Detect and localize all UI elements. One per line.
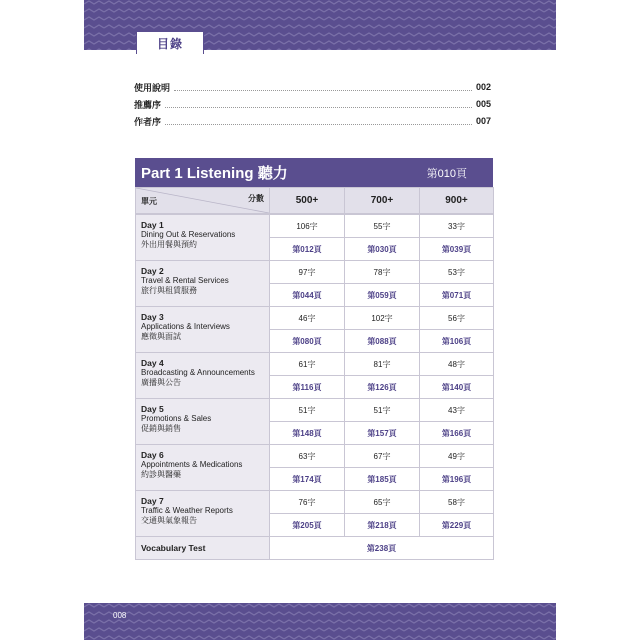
day-topic-en: Promotions & Sales bbox=[141, 414, 212, 423]
day-topic-en: Appointments & Medications bbox=[141, 460, 243, 469]
page-ref-cell[interactable]: 第116頁 bbox=[270, 376, 345, 399]
day-unit-cell bbox=[136, 445, 270, 491]
unit-score-header bbox=[136, 188, 270, 214]
day-number: Day 7 bbox=[141, 496, 164, 506]
day-topic-en: Broadcasting & Announcements bbox=[141, 368, 255, 377]
day-number: Day 4 bbox=[141, 358, 164, 368]
day-topic-en: Applications & Interviews bbox=[141, 322, 230, 331]
page-ref-cell[interactable]: 第196頁 bbox=[420, 468, 494, 491]
page-ref-cell[interactable]: 第012頁 bbox=[270, 238, 345, 261]
word-count-cell: 55字 bbox=[345, 215, 420, 238]
page-ref-cell[interactable]: 第080頁 bbox=[270, 330, 345, 353]
toc-entry-page: 002 bbox=[475, 82, 491, 92]
part-page[interactable]: 第010頁 bbox=[426, 167, 467, 180]
dot-leader bbox=[165, 118, 472, 125]
dot-leader bbox=[165, 101, 472, 108]
page-ref-cell[interactable]: 第185頁 bbox=[345, 468, 420, 491]
days-grid bbox=[135, 214, 494, 560]
page-ref-cell[interactable]: 第044頁 bbox=[270, 284, 345, 307]
day-row[interactable] bbox=[136, 215, 494, 238]
day-topic-zh: 廣播與公告 bbox=[141, 378, 181, 387]
part-title: Part 1 Listening 聽力 bbox=[141, 165, 288, 182]
unit-label: 單元 bbox=[141, 197, 157, 206]
day-unit-cell bbox=[136, 261, 270, 307]
day-unit-cell bbox=[136, 215, 270, 261]
word-count-cell: 51字 bbox=[345, 399, 420, 422]
word-count-cell: 58字 bbox=[420, 491, 494, 514]
page-ref-cell[interactable]: 第088頁 bbox=[345, 330, 420, 353]
day-row[interactable] bbox=[136, 307, 494, 330]
word-count-cell: 46字 bbox=[270, 307, 345, 330]
page-ref-cell[interactable]: 第106頁 bbox=[420, 330, 494, 353]
page-ref-cell[interactable]: 第174頁 bbox=[270, 468, 345, 491]
word-count-cell: 67字 bbox=[345, 445, 420, 468]
toc-entry-label: 推薦序 bbox=[134, 99, 162, 110]
day-row[interactable] bbox=[136, 353, 494, 376]
level-header: 700+ bbox=[345, 188, 420, 214]
day-topic-en: Dining Out & Reservations bbox=[141, 230, 236, 239]
day-unit-cell bbox=[136, 353, 270, 399]
listening-contents-table bbox=[135, 158, 493, 560]
part-header bbox=[135, 158, 493, 187]
word-count-cell: 97字 bbox=[270, 261, 345, 284]
toc-entry[interactable] bbox=[134, 98, 491, 110]
day-number: Day 3 bbox=[141, 312, 164, 322]
page-ref-cell[interactable]: 第126頁 bbox=[345, 376, 420, 399]
day-row[interactable] bbox=[136, 261, 494, 284]
day-row[interactable] bbox=[136, 491, 494, 514]
wave-pattern bbox=[84, 603, 556, 640]
day-topic-zh: 旅行與租賃服務 bbox=[141, 286, 197, 295]
page-ref-cell[interactable]: 第039頁 bbox=[420, 238, 494, 261]
toc-entry-page: 007 bbox=[475, 116, 491, 126]
toc-entry[interactable] bbox=[134, 115, 491, 127]
book-page bbox=[84, 0, 556, 640]
day-topic-en: Traffic & Weather Reports bbox=[141, 506, 233, 515]
word-count-cell: 76字 bbox=[270, 491, 345, 514]
toc-entry-page: 005 bbox=[475, 99, 491, 109]
day-topic-en: Travel & Rental Services bbox=[141, 276, 229, 285]
day-topic-zh: 外出用餐與預約 bbox=[141, 240, 197, 249]
day-number: Day 5 bbox=[141, 404, 164, 414]
page-ref-cell[interactable]: 第166頁 bbox=[420, 422, 494, 445]
word-count-cell: 49字 bbox=[420, 445, 494, 468]
day-unit-cell bbox=[136, 399, 270, 445]
vocab-test-label: Vocabulary Test bbox=[136, 537, 270, 560]
day-unit-cell bbox=[136, 307, 270, 353]
word-count-cell: 61字 bbox=[270, 353, 345, 376]
level-header: 900+ bbox=[420, 188, 494, 214]
page-ref-cell[interactable]: 第218頁 bbox=[345, 514, 420, 537]
toc-entry-label: 作者序 bbox=[134, 116, 162, 127]
bottom-wave-band bbox=[84, 603, 556, 640]
word-count-cell: 43字 bbox=[420, 399, 494, 422]
day-row[interactable] bbox=[136, 399, 494, 422]
page-ref-cell[interactable]: 第030頁 bbox=[345, 238, 420, 261]
word-count-cell: 106字 bbox=[270, 215, 345, 238]
word-count-cell: 63字 bbox=[270, 445, 345, 468]
day-number: Day 6 bbox=[141, 450, 164, 460]
page-ref-cell[interactable]: 第071頁 bbox=[420, 284, 494, 307]
word-count-cell: 48字 bbox=[420, 353, 494, 376]
word-count-cell: 78字 bbox=[345, 261, 420, 284]
word-count-cell: 81字 bbox=[345, 353, 420, 376]
toc-entry[interactable] bbox=[134, 81, 491, 93]
day-number: Day 1 bbox=[141, 220, 164, 230]
contents-grid bbox=[135, 187, 494, 214]
toc-entry-label: 使用說明 bbox=[134, 82, 171, 93]
word-count-cell: 56字 bbox=[420, 307, 494, 330]
page-ref-cell[interactable]: 第157頁 bbox=[345, 422, 420, 445]
day-row[interactable] bbox=[136, 445, 494, 468]
column-header-row bbox=[136, 188, 494, 214]
level-header: 500+ bbox=[270, 188, 345, 214]
page-ref-cell[interactable]: 第229頁 bbox=[420, 514, 494, 537]
word-count-cell: 51字 bbox=[270, 399, 345, 422]
word-count-cell: 65字 bbox=[345, 491, 420, 514]
page-ref-cell[interactable]: 第059頁 bbox=[345, 284, 420, 307]
day-unit-cell bbox=[136, 491, 270, 537]
page-ref-cell[interactable]: 第140頁 bbox=[420, 376, 494, 399]
score-label: 分數 bbox=[248, 194, 264, 203]
page-ref-cell[interactable]: 第205頁 bbox=[270, 514, 345, 537]
day-number: Day 2 bbox=[141, 266, 164, 276]
page-ref-cell[interactable]: 第148頁 bbox=[270, 422, 345, 445]
word-count-cell: 53字 bbox=[420, 261, 494, 284]
day-topic-zh: 約診與醫藥 bbox=[141, 470, 181, 479]
day-topic-zh: 應徵與面試 bbox=[141, 332, 181, 341]
page-number: 008 bbox=[113, 611, 127, 620]
vocab-test-page[interactable]: 第238頁 bbox=[270, 537, 494, 560]
word-count-cell: 102字 bbox=[345, 307, 420, 330]
vocab-test-row[interactable] bbox=[136, 537, 494, 560]
day-topic-zh: 促銷與銷售 bbox=[141, 424, 181, 433]
toc-tab: 目錄 bbox=[136, 31, 204, 54]
dot-leader bbox=[174, 84, 472, 91]
day-topic-zh: 交通與氣象報告 bbox=[141, 516, 197, 525]
word-count-cell: 33字 bbox=[420, 215, 494, 238]
